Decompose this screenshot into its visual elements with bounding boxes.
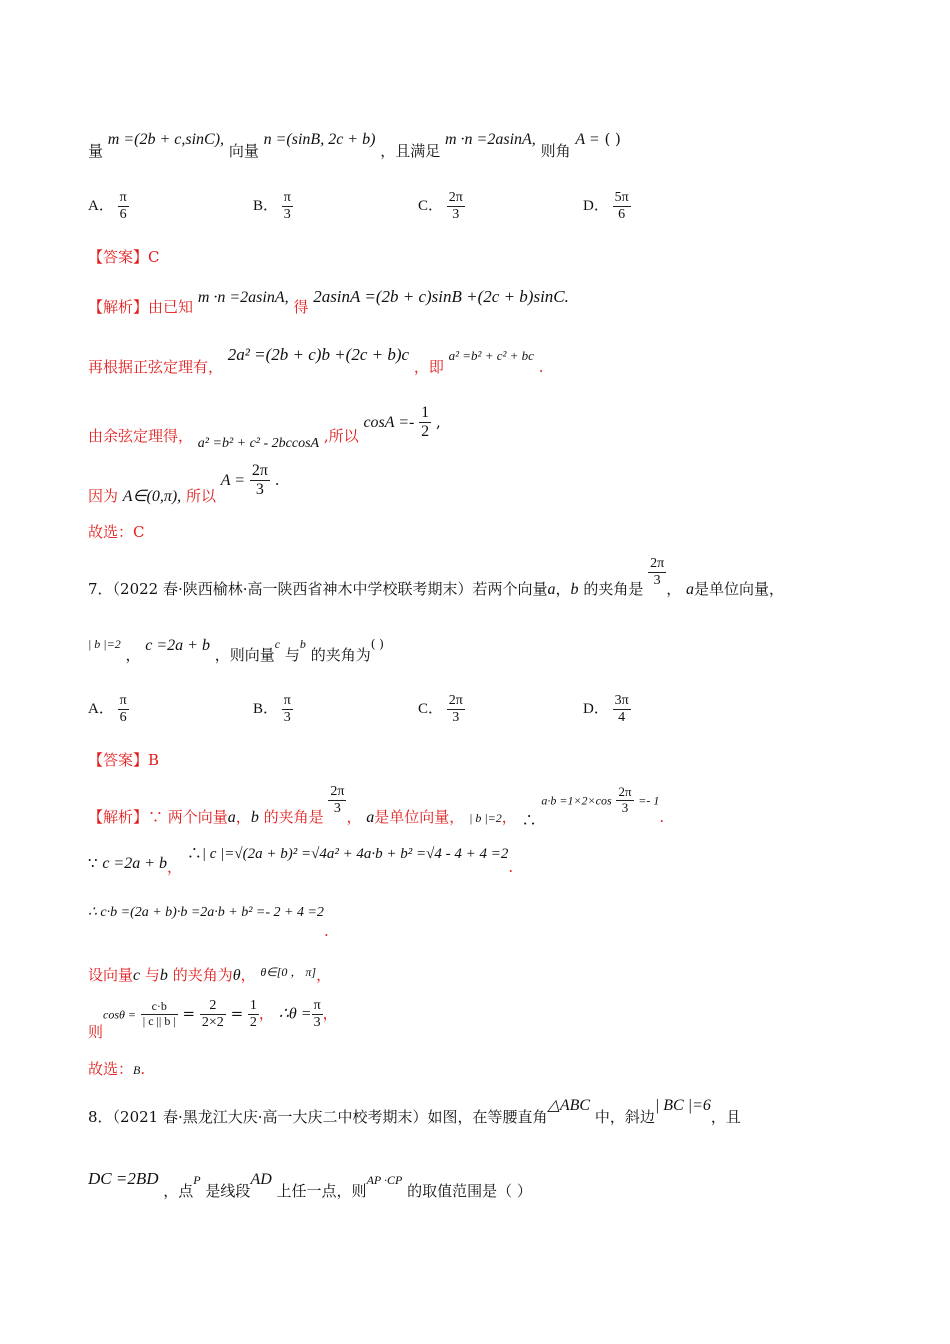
q6-math-A: A =	[575, 131, 600, 148]
math-expression: A∈(0,π),	[122, 487, 182, 505]
q6-stem-text-1: 量	[88, 142, 104, 160]
q7-analysis-line-1	[88, 784, 665, 829]
question-text: ，点	[163, 1182, 194, 1200]
analysis-text: ，	[235, 807, 251, 826]
math-expression: cosA =-	[363, 413, 415, 431]
option-fraction: $\frac{2\pi}{3}$	[448, 693, 463, 726]
math-expression: 2asinA =(2b + c)sinB +(2c + b)sinC.	[313, 287, 569, 306]
math-expression: △ABC	[547, 1097, 591, 1114]
question-text: 是单位向量，	[694, 579, 785, 598]
math-fraction: $\frac{2}{2\times 2}$	[201, 998, 224, 1031]
analysis-text: .	[508, 858, 514, 876]
q7-analysis-line-2	[88, 844, 514, 876]
math-fraction: $\frac{2\pi}{3}$	[618, 784, 632, 816]
math-expression: cosθ =	[103, 1007, 137, 1022]
analysis-tag: 【解析】	[88, 298, 149, 316]
analysis-text: .	[538, 358, 544, 376]
math-expression: A =	[220, 471, 246, 489]
q7-analysis-line-5	[88, 998, 338, 1041]
math-expression: | b |=2	[469, 810, 502, 825]
math-expression: DC =2BD	[88, 1169, 159, 1188]
question-text: ，且	[710, 1108, 741, 1126]
option-fraction: $\frac{\pi}{6}$	[119, 693, 127, 726]
q7-stem-line-2	[88, 636, 384, 664]
analysis-text: ，	[167, 858, 183, 876]
answer-value: B	[148, 751, 160, 769]
q6-analysis-line-2	[88, 345, 544, 376]
analysis-text: ，	[258, 1004, 274, 1023]
vector-a: a	[547, 580, 556, 598]
option-letter: C．	[418, 701, 444, 718]
question-text: ，则向量	[214, 646, 275, 664]
question-text: 中，斜边	[594, 1108, 655, 1126]
answer-tag: 【答案】	[88, 751, 149, 769]
analysis-text: 与	[144, 966, 160, 984]
question-text: 的夹角是	[583, 579, 644, 598]
math-expression: | c |=√(2a + b)² =√4a² + 4a·b + b² =√4 - 4 + 4 =2	[201, 846, 509, 862]
option-letter: B．	[253, 701, 279, 718]
q6-analysis-line-4	[88, 462, 280, 505]
analysis-text: ∴	[186, 844, 202, 862]
math-expression: | BC |=6	[654, 1097, 711, 1114]
analysis-text: 由已知	[148, 298, 194, 316]
question-text: 的取值范围是（ ）	[407, 1182, 532, 1200]
analysis-text: ，	[316, 966, 332, 984]
option-letter: C．	[418, 198, 444, 215]
analysis-text: 的夹角为	[172, 966, 233, 984]
analysis-text: 所以	[185, 486, 216, 505]
analysis-text: ∵	[88, 854, 98, 872]
option-letter: A．	[88, 701, 114, 718]
q6-stem-text-3: ，且满足	[380, 142, 441, 160]
q7-option-b	[253, 693, 293, 726]
math-fraction: $\frac{2\pi}{3}$	[330, 784, 345, 817]
q8-stem-line-2	[88, 1169, 532, 1200]
question-text: 与	[284, 646, 300, 664]
question-text: 7．（2022 春·陕西榆林·高一陕西省神木中学校联考期末）若两个向量	[88, 579, 548, 598]
option-letter: D．	[583, 701, 609, 718]
option-fraction: $\frac{\pi}{6}$	[119, 190, 127, 223]
option-fraction: $\frac{5\pi}{6}$	[614, 190, 629, 223]
q7-option-c	[418, 693, 465, 726]
q6-stem-line	[88, 130, 621, 160]
vector-c: c	[274, 637, 281, 651]
math-expression: m ·n =2asinA,	[197, 289, 289, 306]
analysis-text: ，	[346, 807, 362, 826]
option-fraction: $\frac{\pi}{3}$	[283, 693, 291, 726]
point-p: P	[193, 1173, 201, 1187]
analysis-text: .	[659, 807, 665, 826]
math-fraction: $\frac{\pi}{3}$	[313, 998, 321, 1031]
math-expression: 2a² =(2b + c)b +(2c + b)c	[227, 345, 410, 364]
q6-stem-text-2: 向量	[228, 142, 259, 160]
math-expression: c =2a + b	[102, 855, 168, 872]
vector-b: b	[570, 580, 579, 598]
q6-analysis-line-3	[88, 404, 441, 451]
question-text: ，	[125, 646, 141, 664]
answer-value: B	[133, 1063, 141, 1077]
vector-a: a	[227, 808, 236, 826]
math-fraction: $\frac{1}{2}$	[421, 404, 430, 441]
q6-paren: ( )	[604, 130, 621, 148]
analysis-text: ∵ 两个向量	[148, 807, 228, 826]
q6-option-d	[583, 190, 631, 223]
analysis-text: ,所以	[323, 426, 359, 445]
q6-analysis-line-1	[88, 287, 569, 316]
question-text: 上任一点，则	[276, 1182, 367, 1200]
option-letter: D．	[583, 198, 609, 215]
q8-stem-line-1	[88, 1097, 741, 1126]
option-fraction: $\frac{\pi}{3}$	[283, 190, 291, 223]
analysis-text: ，	[501, 807, 517, 826]
answer-value: C	[148, 248, 160, 266]
math-expression: a² =b² + c² + bc	[448, 348, 534, 363]
analysis-text: 得	[293, 298, 309, 316]
math-fraction: $\frac{2\pi}{3}$	[650, 556, 665, 589]
analysis-text: .	[323, 922, 329, 940]
analysis-text: .	[274, 470, 280, 489]
q7-analysis-line-3	[88, 904, 329, 940]
q7-answer	[88, 753, 159, 768]
analysis-text: 设向量	[88, 966, 134, 984]
vector-b: b	[250, 808, 259, 826]
question-text: ，	[666, 579, 682, 598]
analysis-text: ,	[435, 412, 441, 431]
math-expression: c =2a + b	[145, 637, 210, 654]
q7-stem-line-1	[88, 556, 785, 598]
vector-a: a	[686, 580, 694, 598]
option-fraction: $\frac{3\pi}{4}$	[614, 693, 629, 726]
q6-option-a	[88, 190, 129, 223]
q6-math-condition: m ·n =2asinA,	[445, 131, 536, 148]
math-fraction: $\frac{1}{2}$	[249, 998, 257, 1031]
q7-option-a	[88, 693, 129, 726]
analysis-text: ∴	[521, 810, 537, 829]
analysis-text: ，	[322, 1004, 338, 1023]
math-expression: | b |=2	[88, 637, 121, 651]
q6-answer	[88, 250, 160, 265]
analysis-text: ，即	[413, 358, 444, 376]
analysis-text: =	[182, 1004, 196, 1023]
vector-b: b	[159, 967, 168, 984]
analysis-tag: 【解析】	[88, 807, 149, 826]
question-text: 8．（2021 春·黑龙江大庆·高一大庆二中校考期末）如图，在等腰直角	[88, 1108, 548, 1126]
analysis-text: .	[140, 1060, 146, 1078]
q6-option-c	[418, 190, 465, 223]
vector-c: c	[133, 967, 141, 984]
q6-math-m: m =(2b + c,sinC),	[107, 131, 225, 148]
math-fraction: $\frac{2\pi}{3}$	[251, 462, 268, 499]
q6-final: 故选：C	[88, 523, 145, 541]
option-letter: B．	[253, 198, 279, 215]
q7-analysis-line-4	[88, 964, 332, 984]
q7-option-d	[583, 693, 631, 726]
question-text: 的夹角为	[310, 646, 371, 664]
option-fraction: $\frac{2\pi}{3}$	[448, 190, 463, 223]
math-expression: =- 1	[638, 793, 660, 808]
analysis-text: 则	[88, 1022, 104, 1041]
math-expression: a·b =1×2×cos	[541, 793, 612, 808]
analysis-text: 是单位向量，	[374, 807, 465, 826]
q6-math-n: n =(sinB, 2c + b)	[263, 131, 376, 148]
vector-b: b	[299, 637, 306, 651]
answer-paren: ( )	[370, 637, 384, 651]
math-expression: ∴θ =	[278, 1005, 312, 1023]
math-expression: a² =b² + c² - 2bccosA	[197, 435, 320, 451]
math-expression: AP ·CP	[366, 1173, 403, 1187]
q6-stem-text-4: 则角	[540, 142, 571, 160]
math-expression: θ∈[0 ， π]	[260, 965, 317, 979]
analysis-text: ，	[240, 966, 256, 984]
analysis-text: 再根据正弦定理有，	[88, 358, 224, 376]
segment-ad: AD	[250, 1171, 272, 1188]
question-text: ，	[555, 579, 571, 598]
math-expression: ∴ c·b =(2a + b)·b =2a·b + b² =- 2 + 4 =2	[88, 905, 324, 920]
option-letter: A．	[88, 198, 114, 215]
math-fraction: $\frac{c\cdot b}{| c || b |}$	[142, 999, 176, 1029]
analysis-text: 的夹角是	[263, 807, 324, 826]
analysis-text: 由余弦定理得，	[88, 426, 194, 445]
q6-option-b	[253, 190, 293, 223]
analysis-text: =	[230, 1004, 244, 1023]
q7-final	[88, 1062, 145, 1077]
theta: θ	[232, 967, 241, 984]
analysis-text: 因为	[88, 486, 119, 505]
answer-tag: 【答案】	[88, 248, 149, 266]
vector-a: a	[366, 808, 375, 826]
analysis-text: 故选：	[88, 1060, 134, 1078]
question-text: 是线段	[205, 1182, 251, 1200]
